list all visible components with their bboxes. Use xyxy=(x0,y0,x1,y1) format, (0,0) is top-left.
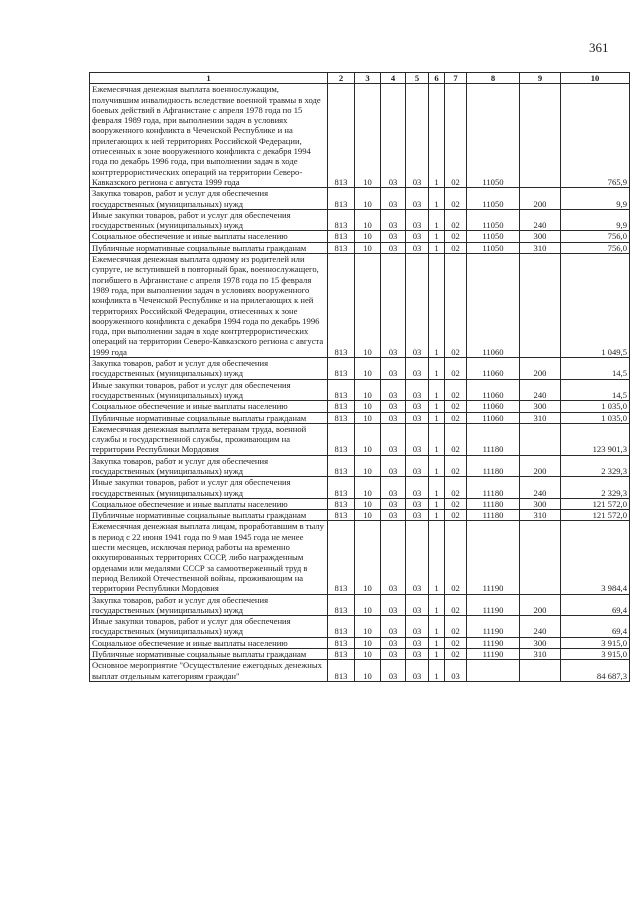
section-cell: 10 xyxy=(355,594,381,616)
direction-cell: 11190 xyxy=(467,594,520,616)
admin-code-cell: 813 xyxy=(328,254,355,358)
direction-cell: 11180 xyxy=(467,498,520,509)
program-cell: 03 xyxy=(406,423,429,455)
admin-code-cell: 813 xyxy=(328,498,355,509)
measure-cell: 02 xyxy=(445,510,467,521)
direction-cell: 11050 xyxy=(467,242,520,253)
measure-cell: 02 xyxy=(445,188,467,210)
program-cell: 03 xyxy=(406,455,429,477)
section-cell: 10 xyxy=(355,637,381,648)
expense-type-cell: 240 xyxy=(520,616,561,638)
description-cell: Иные закупки товаров, работ и услуг для обеспечения государственных (муниципальных) нужд xyxy=(90,209,328,231)
amount-cell: 2 329,3 xyxy=(561,455,630,477)
direction-cell: 11190 xyxy=(467,521,520,594)
table-row xyxy=(90,188,630,210)
subsection-cell: 03 xyxy=(381,423,406,455)
amount-cell: 756,0 xyxy=(561,231,630,242)
admin-code-cell: 813 xyxy=(328,231,355,242)
expense-type-cell xyxy=(520,521,561,594)
measure-cell: 02 xyxy=(445,616,467,638)
description-cell: Ежемесячная денежная выплата военнослужащим, получившим инвалидность вследствие военной травмы в ходе боевых действий в Афганистане с апреля 1978 года по 15 февраля 1989 года, при выполнении задач в условиях вооруженного конфликта в Чеченской Республике и на прилегающих к ней территориях Российской Федерации, отнесенных к зоне вооруженного конфликта с декабря 1994 года по декабрь 1996 года, при выполнении задач в ходе контртеррористических операций на территории Северо-Кавказского региона с августа 1999 года xyxy=(90,84,328,188)
program-cell: 03 xyxy=(406,84,429,188)
description-cell: Публичные нормативные социальные выплаты гражданам xyxy=(90,510,328,521)
section-cell: 10 xyxy=(355,379,381,401)
expense-type-cell: 300 xyxy=(520,637,561,648)
section-cell: 10 xyxy=(355,423,381,455)
table-row xyxy=(90,594,630,616)
section-cell: 10 xyxy=(355,477,381,499)
description-cell: Социальное обеспечение и иные выплаты населению xyxy=(90,401,328,412)
admin-code-cell: 813 xyxy=(328,455,355,477)
section-cell: 10 xyxy=(355,84,381,188)
table-row xyxy=(90,660,630,682)
expense-type-cell: 200 xyxy=(520,594,561,616)
description-cell: Социальное обеспечение и иные выплаты населению xyxy=(90,231,328,242)
subsection-cell: 03 xyxy=(381,401,406,412)
admin-code-cell: 813 xyxy=(328,358,355,380)
header-cell: 5 xyxy=(406,73,429,84)
table-row xyxy=(90,477,630,499)
expense-type-cell: 310 xyxy=(520,412,561,423)
subprogram-cell: 1 xyxy=(429,188,445,210)
subsection-cell: 03 xyxy=(381,84,406,188)
amount-cell: 69,4 xyxy=(561,616,630,638)
section-cell: 10 xyxy=(355,231,381,242)
direction-cell: 11060 xyxy=(467,379,520,401)
subprogram-cell: 1 xyxy=(429,477,445,499)
table-row xyxy=(90,84,630,188)
program-cell: 03 xyxy=(406,209,429,231)
program-cell: 03 xyxy=(406,649,429,660)
section-cell: 10 xyxy=(355,649,381,660)
description-cell: Закупка товаров, работ и услуг для обеспечения государственных (муниципальных) нужд xyxy=(90,455,328,477)
measure-cell: 02 xyxy=(445,498,467,509)
page-number: 361 xyxy=(589,40,609,55)
amount-cell: 756,0 xyxy=(561,242,630,253)
program-cell: 03 xyxy=(406,242,429,253)
description-cell: Закупка товаров, работ и услуг для обеспечения государственных (муниципальных) нужд xyxy=(90,188,328,210)
description-cell: Публичные нормативные социальные выплаты гражданам xyxy=(90,649,328,660)
subsection-cell: 03 xyxy=(381,254,406,358)
section-cell: 10 xyxy=(355,188,381,210)
subsection-cell: 03 xyxy=(381,412,406,423)
budget-table xyxy=(89,72,630,682)
subsection-cell: 03 xyxy=(381,231,406,242)
program-cell: 03 xyxy=(406,412,429,423)
measure-cell: 02 xyxy=(445,379,467,401)
description-cell: Иные закупки товаров, работ и услуг для обеспечения государственных (муниципальных) нужд xyxy=(90,616,328,638)
table-row xyxy=(90,510,630,521)
direction-cell: 11190 xyxy=(467,637,520,648)
description-cell: Социальное обеспечение и иные выплаты населению xyxy=(90,637,328,648)
admin-code-cell: 813 xyxy=(328,242,355,253)
subsection-cell: 03 xyxy=(381,477,406,499)
subprogram-cell: 1 xyxy=(429,379,445,401)
description-cell: Ежемесячная денежная выплата одному из родителей или супруге, не вступившей в повторный брак, военнослужащего, погибшего в Афганистане с апреля 1978 года по 15 февраля 1989 года, при выполнении задач в условиях вооруженного конфликта в Чеченской Республике и на прилегающих к ней территориях Российской Федерации, отнесенных к зоне вооруженного конфликта с декабря 1994 года по декабрь 1996 года, при выполнении задач в ходе контртеррористических операций на территории Северо-Кавказского региона с августа 1999 года xyxy=(90,254,328,358)
direction-cell: 11060 xyxy=(467,412,520,423)
direction-cell: 11050 xyxy=(467,209,520,231)
expense-type-cell: 310 xyxy=(520,510,561,521)
direction-cell: 11180 xyxy=(467,423,520,455)
description-cell: Ежемесячная денежная выплата лицам, проработавшим в тылу в период с 22 июня 1941 года по 9 мая 1945 года не менее шести месяцев, исключая период работы на временно оккупированных территориях СССР, либо награжденным орденами или медалями СССР за самоотверженный труд в период Великой Отечественной войны, проживающим на территории Республики Мордовия xyxy=(90,521,328,594)
subprogram-cell: 1 xyxy=(429,521,445,594)
measure-cell: 02 xyxy=(445,455,467,477)
program-cell: 03 xyxy=(406,510,429,521)
expense-type-cell: 310 xyxy=(520,649,561,660)
amount-cell: 121 572,0 xyxy=(561,510,630,521)
admin-code-cell: 813 xyxy=(328,412,355,423)
description-cell: Социальное обеспечение и иные выплаты населению xyxy=(90,498,328,509)
subsection-cell: 03 xyxy=(381,594,406,616)
expense-type-cell xyxy=(520,660,561,682)
header-cell: 9 xyxy=(520,73,561,84)
section-cell: 10 xyxy=(355,521,381,594)
program-cell: 03 xyxy=(406,660,429,682)
expense-type-cell: 300 xyxy=(520,401,561,412)
subprogram-cell: 1 xyxy=(429,401,445,412)
subprogram-cell: 1 xyxy=(429,455,445,477)
admin-code-cell: 813 xyxy=(328,188,355,210)
section-cell: 10 xyxy=(355,510,381,521)
expense-type-cell: 200 xyxy=(520,455,561,477)
subsection-cell: 03 xyxy=(381,649,406,660)
description-cell: Закупка товаров, работ и услуг для обеспечения государственных (муниципальных) нужд xyxy=(90,358,328,380)
expense-type-cell: 200 xyxy=(520,358,561,380)
subprogram-cell: 1 xyxy=(429,510,445,521)
description-cell: Иные закупки товаров, работ и услуг для обеспечения государственных (муниципальных) нужд xyxy=(90,477,328,499)
subsection-cell: 03 xyxy=(381,242,406,253)
admin-code-cell: 813 xyxy=(328,477,355,499)
subsection-cell: 03 xyxy=(381,510,406,521)
subprogram-cell: 1 xyxy=(429,209,445,231)
subsection-cell: 03 xyxy=(381,455,406,477)
program-cell: 03 xyxy=(406,358,429,380)
direction-cell: 11050 xyxy=(467,84,520,188)
description-cell: Публичные нормативные социальные выплаты гражданам xyxy=(90,242,328,253)
table-row xyxy=(90,455,630,477)
table-row xyxy=(90,242,630,253)
measure-cell: 02 xyxy=(445,254,467,358)
description-cell: Закупка товаров, работ и услуг для обеспечения государственных (муниципальных) нужд xyxy=(90,594,328,616)
description-cell: Ежемесячная денежная выплата ветеранам труда, военной службы и государственной службы, проживающим на территории Республики Мордовия xyxy=(90,423,328,455)
table-row xyxy=(90,616,630,638)
expense-type-cell: 300 xyxy=(520,231,561,242)
subsection-cell: 03 xyxy=(381,358,406,380)
admin-code-cell: 813 xyxy=(328,637,355,648)
expense-type-cell: 310 xyxy=(520,242,561,253)
admin-code-cell: 813 xyxy=(328,594,355,616)
measure-cell: 02 xyxy=(445,242,467,253)
amount-cell: 2 329,3 xyxy=(561,477,630,499)
section-cell: 10 xyxy=(355,616,381,638)
measure-cell: 02 xyxy=(445,477,467,499)
expense-type-cell: 300 xyxy=(520,498,561,509)
admin-code-cell: 813 xyxy=(328,209,355,231)
amount-cell: 1 035,0 xyxy=(561,412,630,423)
amount-cell: 9,9 xyxy=(561,188,630,210)
subprogram-cell: 1 xyxy=(429,660,445,682)
direction-cell: 11050 xyxy=(467,188,520,210)
expense-type-cell: 240 xyxy=(520,477,561,499)
header-cell: 7 xyxy=(445,73,467,84)
section-cell: 10 xyxy=(355,242,381,253)
measure-cell: 02 xyxy=(445,231,467,242)
section-cell: 10 xyxy=(355,660,381,682)
section-cell: 10 xyxy=(355,358,381,380)
measure-cell: 02 xyxy=(445,521,467,594)
measure-cell: 02 xyxy=(445,423,467,455)
admin-code-cell: 813 xyxy=(328,401,355,412)
subprogram-cell: 1 xyxy=(429,231,445,242)
measure-cell: 02 xyxy=(445,209,467,231)
section-cell: 10 xyxy=(355,412,381,423)
direction-cell: 11180 xyxy=(467,455,520,477)
direction-cell: 11180 xyxy=(467,477,520,499)
table-row xyxy=(90,423,630,455)
program-cell: 03 xyxy=(406,379,429,401)
amount-cell: 123 901,3 xyxy=(561,423,630,455)
subprogram-cell: 1 xyxy=(429,616,445,638)
admin-code-cell: 813 xyxy=(328,521,355,594)
measure-cell: 02 xyxy=(445,358,467,380)
direction-cell: 11180 xyxy=(467,510,520,521)
admin-code-cell: 813 xyxy=(328,510,355,521)
direction-cell xyxy=(467,660,520,682)
subsection-cell: 03 xyxy=(381,616,406,638)
subprogram-cell: 1 xyxy=(429,498,445,509)
subsection-cell: 03 xyxy=(381,498,406,509)
program-cell: 03 xyxy=(406,637,429,648)
table-row xyxy=(90,358,630,380)
direction-cell: 11050 xyxy=(467,231,520,242)
amount-cell: 9,9 xyxy=(561,209,630,231)
direction-cell: 11060 xyxy=(467,401,520,412)
subprogram-cell: 1 xyxy=(429,649,445,660)
subprogram-cell: 1 xyxy=(429,84,445,188)
expense-type-cell xyxy=(520,84,561,188)
description-cell: Публичные нормативные социальные выплаты гражданам xyxy=(90,412,328,423)
table-row xyxy=(90,231,630,242)
amount-cell: 14,5 xyxy=(561,358,630,380)
subsection-cell: 03 xyxy=(381,521,406,594)
program-cell: 03 xyxy=(406,498,429,509)
measure-cell: 02 xyxy=(445,649,467,660)
measure-cell: 02 xyxy=(445,401,467,412)
expense-type-cell xyxy=(520,423,561,455)
subsection-cell: 03 xyxy=(381,660,406,682)
subsection-cell: 03 xyxy=(381,379,406,401)
table-row xyxy=(90,521,630,594)
section-cell: 10 xyxy=(355,401,381,412)
subprogram-cell: 1 xyxy=(429,637,445,648)
program-cell: 03 xyxy=(406,477,429,499)
table-row xyxy=(90,379,630,401)
direction-cell: 11060 xyxy=(467,254,520,358)
section-cell: 10 xyxy=(355,209,381,231)
measure-cell: 02 xyxy=(445,637,467,648)
section-cell: 10 xyxy=(355,455,381,477)
program-cell: 03 xyxy=(406,254,429,358)
amount-cell: 14,5 xyxy=(561,379,630,401)
amount-cell: 3 915,0 xyxy=(561,649,630,660)
subsection-cell: 03 xyxy=(381,209,406,231)
admin-code-cell: 813 xyxy=(328,379,355,401)
expense-type-cell: 200 xyxy=(520,188,561,210)
table-body xyxy=(90,84,630,682)
admin-code-cell: 813 xyxy=(328,616,355,638)
description-cell: Иные закупки товаров, работ и услуг для обеспечения государственных (муниципальных) нужд xyxy=(90,379,328,401)
expense-type-cell: 240 xyxy=(520,209,561,231)
admin-code-cell: 813 xyxy=(328,660,355,682)
expense-type-cell: 240 xyxy=(520,379,561,401)
table-row xyxy=(90,209,630,231)
table-row xyxy=(90,412,630,423)
header-cell: 1 xyxy=(90,73,328,84)
program-cell: 03 xyxy=(406,231,429,242)
program-cell: 03 xyxy=(406,401,429,412)
subprogram-cell: 1 xyxy=(429,254,445,358)
subprogram-cell: 1 xyxy=(429,242,445,253)
subprogram-cell: 1 xyxy=(429,423,445,455)
amount-cell: 1 049,5 xyxy=(561,254,630,358)
table-row xyxy=(90,401,630,412)
direction-cell: 11060 xyxy=(467,358,520,380)
program-cell: 03 xyxy=(406,594,429,616)
measure-cell: 03 xyxy=(445,660,467,682)
program-cell: 03 xyxy=(406,616,429,638)
table-row xyxy=(90,637,630,648)
header-cell: 2 xyxy=(328,73,355,84)
measure-cell: 02 xyxy=(445,412,467,423)
table-row xyxy=(90,498,630,509)
subprogram-cell: 1 xyxy=(429,412,445,423)
direction-cell: 11190 xyxy=(467,649,520,660)
subprogram-cell: 1 xyxy=(429,358,445,380)
table-row xyxy=(90,649,630,660)
amount-cell: 765,9 xyxy=(561,84,630,188)
direction-cell: 11190 xyxy=(467,616,520,638)
admin-code-cell: 813 xyxy=(328,423,355,455)
amount-cell: 84 687,3 xyxy=(561,660,630,682)
header-cell: 4 xyxy=(381,73,406,84)
amount-cell: 1 035,0 xyxy=(561,401,630,412)
header-cell: 6 xyxy=(429,73,445,84)
program-cell: 03 xyxy=(406,188,429,210)
admin-code-cell: 813 xyxy=(328,649,355,660)
subsection-cell: 03 xyxy=(381,637,406,648)
expense-type-cell xyxy=(520,254,561,358)
table-row xyxy=(90,254,630,358)
section-cell: 10 xyxy=(355,254,381,358)
admin-code-cell: 813 xyxy=(328,84,355,188)
section-cell: 10 xyxy=(355,498,381,509)
header-cell: 8 xyxy=(467,73,520,84)
amount-cell: 69,4 xyxy=(561,594,630,616)
subprogram-cell: 1 xyxy=(429,594,445,616)
table-header-row xyxy=(90,73,630,84)
amount-cell: 121 572,0 xyxy=(561,498,630,509)
measure-cell: 02 xyxy=(445,594,467,616)
program-cell: 03 xyxy=(406,521,429,594)
header-cell: 3 xyxy=(355,73,381,84)
amount-cell: 3 984,4 xyxy=(561,521,630,594)
subsection-cell: 03 xyxy=(381,188,406,210)
amount-cell: 3 915,0 xyxy=(561,637,630,648)
header-cell: 10 xyxy=(561,73,630,84)
measure-cell: 02 xyxy=(445,84,467,188)
description-cell: Основное мероприятие "Осуществление ежегодных денежных выплат отдельным категориям граждан" xyxy=(90,660,328,682)
